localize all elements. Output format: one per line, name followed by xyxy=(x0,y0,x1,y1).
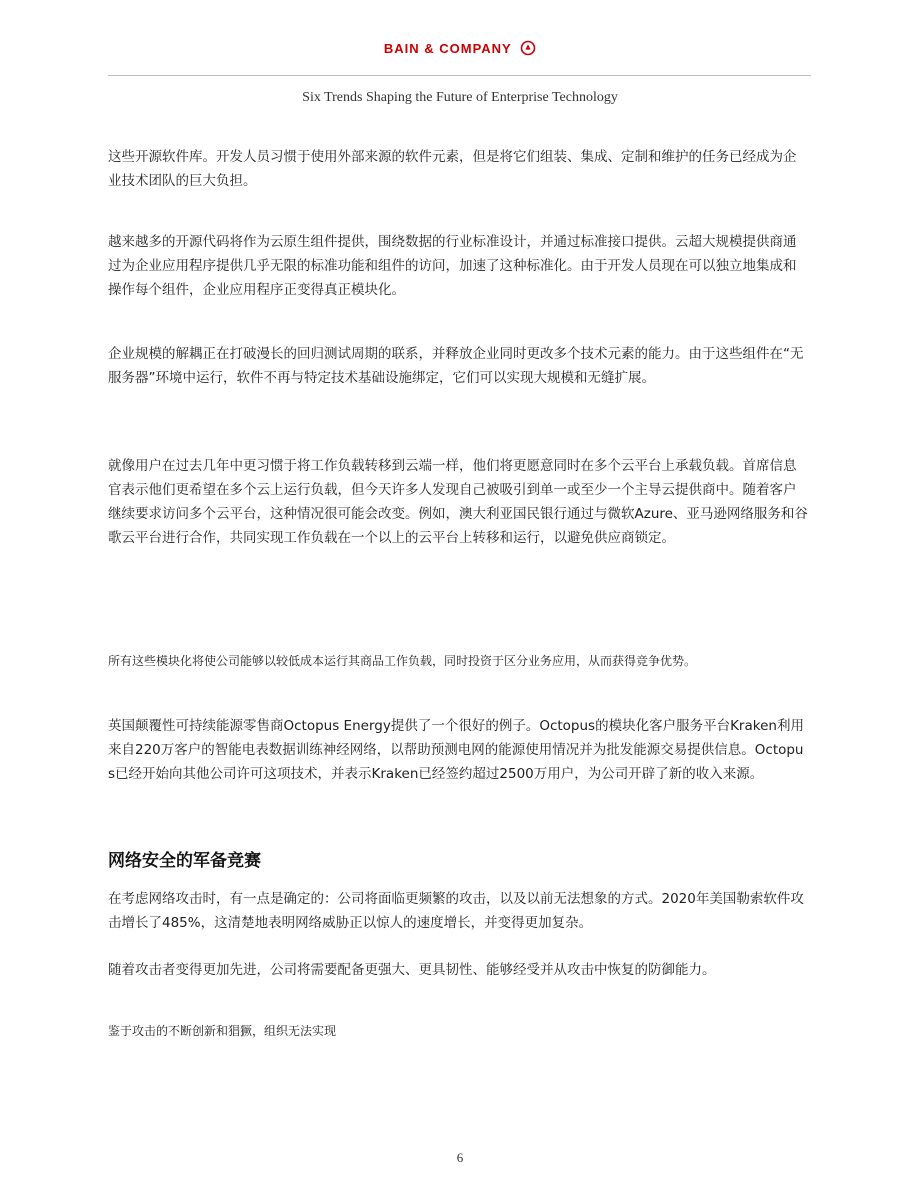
brand-name: BAIN & COMPANY xyxy=(383,41,512,56)
paragraph: 随着攻击者变得更加先进，公司将需要配备更强大、更具韧性、能够经受并从攻击中恢复的防御能力。 xyxy=(108,962,716,978)
paragraph: 鉴于攻击的不断创新和猖獗，组织无法实现 xyxy=(108,1024,337,1038)
paragraph: 越来越多的开源代码将作为云原生组件提供，围绕数据的行业标准设计，并通过标准接口提供。云超大规模提供商通过为企业应用程序提供几乎无限的标准功能和组件的访问，加速了这种标准化。由于开发人员现在可以独立地集成和操作每个组件，企业应用程序正变得真正模块化。 xyxy=(108,234,797,298)
page-number: 6 xyxy=(456,1150,464,1165)
brand-header xyxy=(0,40,920,59)
paragraph: 就像用户在过去几年中更习惯于将工作负载转移到云端一样，他们将更愿意同时在多个云平台上承载负载。首席信息官表示他们更希望在多个云上运行负载，但今天许多人发现自己被吸引到单一或至少一个主导云提供商中。随着客户继续要求访问多个云平台，这种情况很可能会改变。例如，澳大利亚国民银行通过与微软Azure、亚马逊网络服务和谷歌云平台进行合作，共同实现工作负载在一个以上的云平台上转移和运行，以避免供应商锁定。 xyxy=(108,458,808,546)
header-divider xyxy=(108,75,811,76)
paragraph: 企业规模的解耦正在打破漫长的回归测试周期的联系，并释放企业同时更改多个技术元素的能力。由于这些组件在“无服务器”环境中运行，软件不再与特定技术基础设施绑定，它们可以实现大规模和无缝扩展。 xyxy=(108,346,804,386)
paragraph: 这些开源软件库。开发人员习惯于使用外部来源的软件元素，但是将它们组装、集成、定制和维护的任务已经成为企业技术团队的巨大负担。 xyxy=(108,149,797,189)
document-title: Six Trends Shaping the Future of Enterprise Technology xyxy=(302,90,618,105)
section-heading: 网络安全的军备竞赛 xyxy=(108,851,261,871)
paragraph: 在考虑网络攻击时，有一点是确定的：公司将面临更频繁的攻击，以及以前无法想象的方式。2020年美国勒索软件攻击增长了485%，这清楚地表明网络威胁正以惊人的速度增长，并变得更加复杂。 xyxy=(108,891,804,931)
paragraph: 英国颠覆性可持续能源零售商Octopus Energy提供了一个很好的例子。Octopus的模块化客户服务平台Kraken利用来自220万客户的智能电表数据训练神经网络，以帮助预测电网的能源使用情况并为批发能源交易提供信息。Octopus已经开始向其他公司许可这项技术，并表示Kraken已经签约超过2500万用户，为公司开辟了新的收入来源。 xyxy=(108,718,804,782)
paragraph: 所有这些模块化将使公司能够以较低成本运行其商品工作负载，同时投资于区分业务应用，从而获得竞争优势。 xyxy=(108,654,697,668)
bain-circle-logo-icon xyxy=(520,40,536,59)
